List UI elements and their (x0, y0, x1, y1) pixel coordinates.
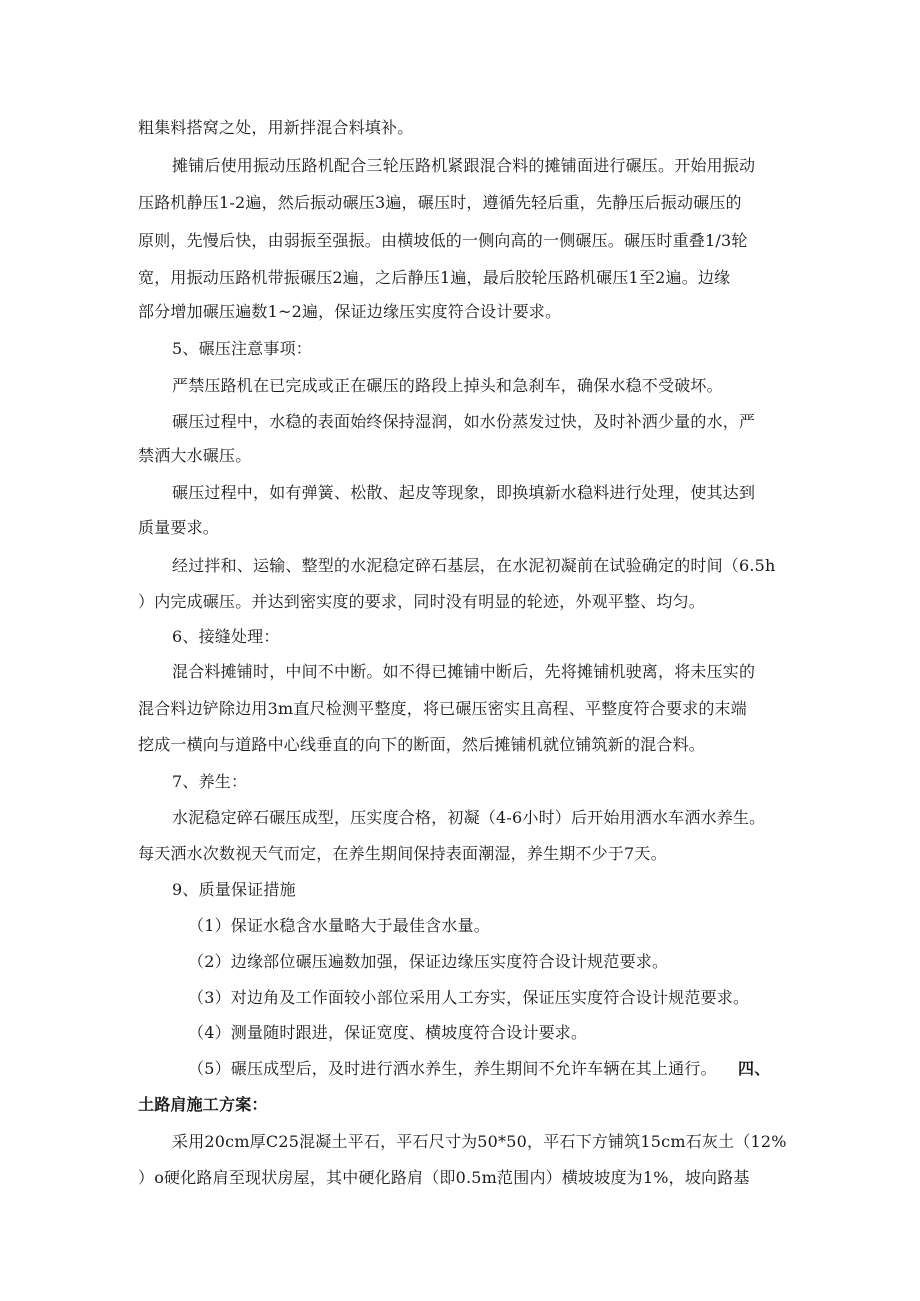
paragraph-line: 混合料摊铺时，中间不中断。如不得已摊铺中断后，先将摊铺机驶离，将未压实的 (172, 662, 756, 681)
paragraph-line: 严禁压路机在已完成或正在碾压的路段上掉头和急刹车，确保水稳不受破坏。 (172, 376, 723, 395)
list-item: （3）对边角及工作面较小部位采用人工夯实，保证压实度符合设计规范要求。 (188, 988, 750, 1007)
section-heading: 7、养生： (172, 772, 248, 791)
list-item: （4）测量随时跟进，保证宽度、横坡度符合设计要求。 (188, 1023, 588, 1042)
paragraph-line: 压路机静压1-2遍，然后振动碾压3遍，碾压时，遵循先轻后重，先静压后振动碾压的 (138, 193, 742, 212)
paragraph-line: 摊铺后使用振动压路机配合三轮压路机紧跟混合料的摊铺面进行碾压。开始用振动 (172, 156, 756, 175)
paragraph-line: 粗集料搭窝之处，用新拌混合料填补。 (138, 118, 414, 137)
list-item: （1）保证水稳含水量略大于最佳含水量。 (188, 916, 490, 935)
paragraph-line: 碾压过程中，水稳的表面始终保持湿润，如水份蒸发过快，及时补洒少量的水，严 (172, 412, 756, 431)
paragraph-line: 原则，先慢后快，由弱振至强振。由横坡低的一侧向高的一侧碾压。碾压时重叠1/3轮 (138, 231, 748, 250)
paragraph-line: 采用20cm厚C25混凝土平石，平石尺寸为50*50，平石下方铺筑15cm石灰土（12% (172, 1132, 787, 1151)
section-heading: 5、碾压注意事项： (172, 339, 312, 358)
paragraph-line: 混合料边铲除边用3m直尺检测平整度，将已碾压密实且高程、平整度符合要求的末端 (138, 699, 747, 718)
list-item: （5）碾压成型后，及时进行洒水养生，养生期间不允许车辆在其上通行。 (188, 1059, 717, 1078)
section-heading: 6、接缝处理： (172, 627, 280, 646)
section-heading-number: 四、 (738, 1059, 771, 1078)
paragraph-line: 挖成一横向与道路中心线垂直的向下的断面，然后摊铺机就位铺筑新的混合料。 (138, 735, 706, 754)
paragraph-line: 碾压过程中，如有弹簧、松散、起皮等现象，即换填新水稳料进行处理，使其达到 (172, 483, 756, 502)
paragraph-line: 每天洒水次数视天气而定，在养生期间保持表面潮湿，养生期不少于7天。 (138, 844, 667, 863)
paragraph-line: 宽，用振动压路机带振碾压2遍，之后静压1遍，最后胶轮压路机碾压1至2遍。边缘 (138, 268, 731, 287)
list-item: （2）边缘部位碾压遍数加强，保证边缘压实度符合设计规范要求。 (188, 952, 669, 971)
section-heading: 9、质量保证措施 (172, 880, 296, 899)
paragraph-line: 禁洒大水碾压。 (138, 446, 252, 465)
paragraph-line: 水泥稳定碎石碾压成型，压实度合格，初凝（4-6小时）后开始用洒水车洒水养生。 (172, 808, 766, 827)
paragraph-line: 部分增加碾压遍数1~2遍，保证边缘压实度符合设计要求。 (138, 302, 562, 321)
paragraph-line: ）o硬化路肩至现状房屋，其中硬化路肩（即0.5m范围内）横坡坡度为1%，坡向路基 (138, 1168, 750, 1187)
paragraph-line: ）内完成碾压。并达到密实度的要求，同时没有明显的轮迹，外观平整、均匀。 (138, 592, 706, 611)
paragraph-line: 质量要求。 (138, 518, 220, 537)
section-heading: 土路肩施工方案： (138, 1095, 268, 1114)
paragraph-line: 经过拌和、运输、整型的水泥稳定碎石基层，在水泥初凝前在试验确定的时间（6.5h (172, 556, 776, 575)
